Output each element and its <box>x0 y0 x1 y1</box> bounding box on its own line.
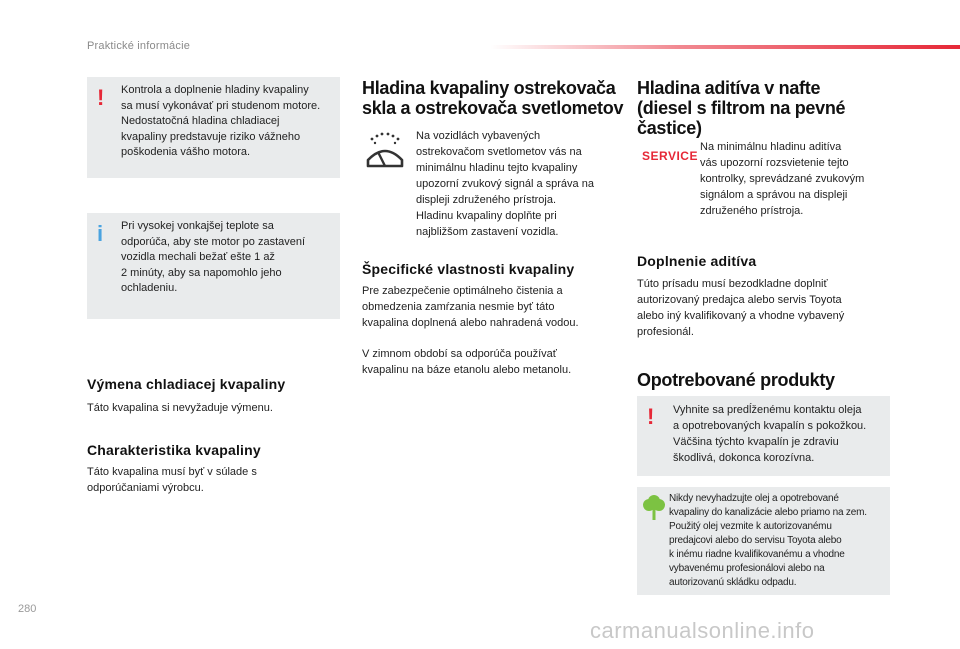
washer-winter-text: V zimnom období sa odporúča používať kvapalinu na báze etanolu alebo metanolu. <box>362 348 572 376</box>
washer-spec-heading: Špecifické vlastnosti kvapaliny <box>362 261 575 277</box>
used-products-heading: Opotrebované produkty <box>637 370 835 390</box>
coolant-info-box <box>87 213 340 319</box>
additive-refill-text: Túto prísadu musí bezodkladne doplniť autorizovaný predajca alebo servis Toyota alebo iný kvalifikovaný a vhodne vybavený profesionál. <box>637 278 845 338</box>
diesel-additive-heading: Hladina aditíva v nafte (diesel s filtrom na pevné častice) <box>637 78 846 138</box>
washer-fluid-heading: Hladina kvapaliny ostrekovača skla a ostrekovača svetlometov <box>362 78 624 118</box>
used-products-warning-text: Vyhnite sa predĺženému kontaktu oleja a opotrebovaných kvapalín s pokožkou. Väčšina týchto kvapalín je zdraviu škodlivá, dokonca korozívna. <box>673 404 867 464</box>
washer-spec-text: Pre zabezpečenie optimálneho čistenia a obmedzenia zamŕzania nesmie byť táto kvapalina doplnená alebo nahradená vodou. <box>362 285 579 329</box>
coolant-replacement-heading: Výmena chladiacej kvapaliny <box>87 376 286 392</box>
page-number: 280 <box>18 603 37 615</box>
section-title: Praktické informácie <box>87 40 191 52</box>
watermark: carmanualsonline.info <box>590 618 815 643</box>
additive-alert-text: Na minimálnu hladinu aditíva vás upozorní rozsvietenie tejto kontrolky, sprevádzané zvukovým signálom a správou na displeji združeného prístroja. <box>700 141 865 217</box>
info-i-icon: i <box>97 221 104 246</box>
used-products-warning-box <box>637 396 890 476</box>
coolant-info-text: Pri vysokej vonkajšej teplote sa odporúča, aby ste motor po zastavení vozidla mechali bežať ešte 1 až 2 minúty, aby sa napomohlo jeho ochladeniu. <box>121 220 306 294</box>
windscreen-washer-icon <box>364 130 406 172</box>
coolant-warning-text: Kontrola a doplnenie hladiny kvapaliny sa musí vykonávať pri studenom motore. Nedostatočná hladina chladiacej kvapaliny predstavuje riziko vážneho poškodenia vášho motora. <box>121 84 321 158</box>
additive-refill-heading: Doplnenie aditíva <box>637 253 757 269</box>
coolant-spec-text: Táto kvapalina musí byť v súlade s odporúčaniami výrobcu. <box>87 466 257 494</box>
coolant-warning-box <box>87 77 340 178</box>
service-warning-icon: SERVICE <box>642 149 698 163</box>
coolant-replacement-text: Táto kvapalina si nevyžaduje výmenu. <box>87 402 273 414</box>
washer-alert-text: Na vozidlách vybavených ostrekovačom svetlometov vás na minimálnu hladinu tejto kvapaliny upozorní zvukový signál a správa na displeji združeného prístroja. Hladinu kvapaliny doplňte pri najbližšom zastavení vozidla. <box>416 130 594 238</box>
eco-tree-icon <box>643 495 665 521</box>
header-accent-bar <box>490 45 960 49</box>
eco-disposal-box <box>637 487 890 595</box>
coolant-spec-heading: Charakteristika kvapaliny <box>87 442 261 458</box>
eco-disposal-text: Nikdy nevyhadzujte olej a opotrebované kvapaliny do kanalizácie alebo priamo na zem. Použitý olej vezmite k autorizovanému predajcovi alebo do servisu Toyota alebo k inému riadne kvalifikovanému a vhodne vybavenému profesionálovi alebo na autorizovanú skládku odpadu. <box>669 493 867 588</box>
warning-exclamation-icon: ! <box>97 85 105 110</box>
warning-exclamation-icon: ! <box>647 404 655 429</box>
